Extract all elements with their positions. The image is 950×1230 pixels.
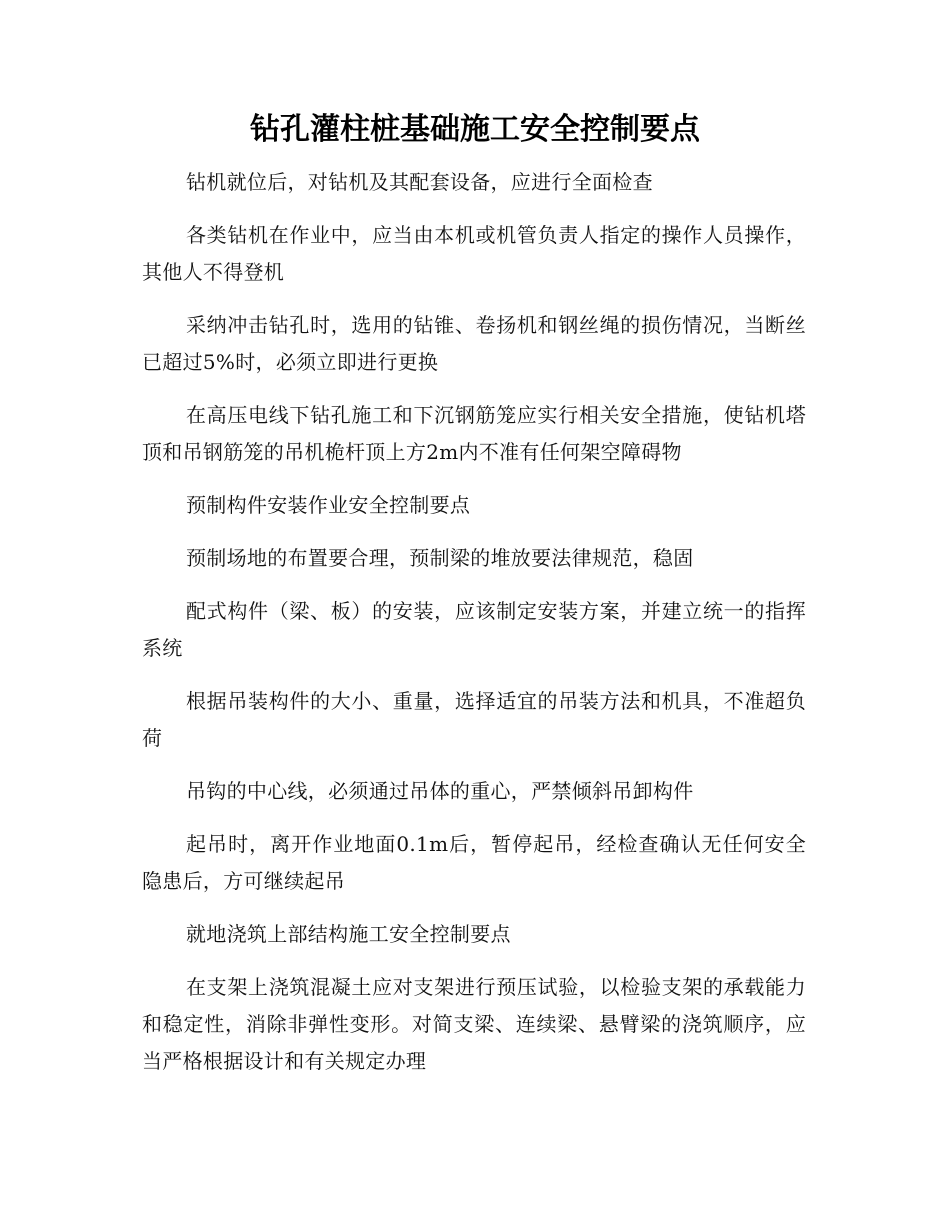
document-title: 钻孔灌柱桩基础施工安全控制要点 — [250, 112, 700, 147]
paragraph-12: 在支架上浇筑混凝土应对支架进行预压试验，以检验支架的承载能力和稳定性，消除非弹性变形。对简支梁、连续梁、悬臂梁的浇筑顺序，应当严格根据设计和有关规定办理 — [142, 975, 806, 1073]
section-heading-cast-in-place: 就地浇筑上部结构施工安全控制要点 — [186, 922, 511, 946]
paragraph-6: 预制场地的布置要合理，预制梁的堆放要法律规范，稳固 — [186, 546, 694, 570]
document-body — [142, 164, 806, 1096]
paragraph-8: 根据吊装构件的大小、重量，选择适宜的吊装方法和机具，不准超负荷 — [142, 689, 806, 750]
paragraph-4: 在高压电线下钻孔施工和下沉钢筋笼应实行相关安全措施，使钻机塔顶和吊钢筋笼的吊机桅杆顶上方2m内不准有任何架空障碍物 — [142, 403, 806, 464]
paragraph-3: 采纳冲击钻孔时，选用的钻锥、卷扬机和钢丝绳的损伤情况，当断丝已超过5%时，必须立即进行更换 — [142, 313, 806, 374]
section-heading-precast: 预制构件安装作业安全控制要点 — [186, 493, 471, 517]
paragraph-1: 钻机就位后，对钻机及其配套设备，应进行全面检查 — [186, 170, 653, 194]
paragraph-9: 吊钩的中心线，必须通过吊体的重心，严禁倾斜吊卸构件 — [186, 779, 694, 803]
paragraph-2: 各类钻机在作业中，应当由本机或机管负责人指定的操作人员操作，其他人不得登机 — [142, 223, 806, 284]
paragraph-7: 配式构件（梁、板）的安装，应该制定安装方案，并建立统一的指挥系统 — [142, 599, 806, 660]
paragraph-10: 起吊时，离开作业地面0.1m后，暂停起吊，经检查确认无任何安全隐患后，方可继续起吊 — [142, 832, 806, 893]
